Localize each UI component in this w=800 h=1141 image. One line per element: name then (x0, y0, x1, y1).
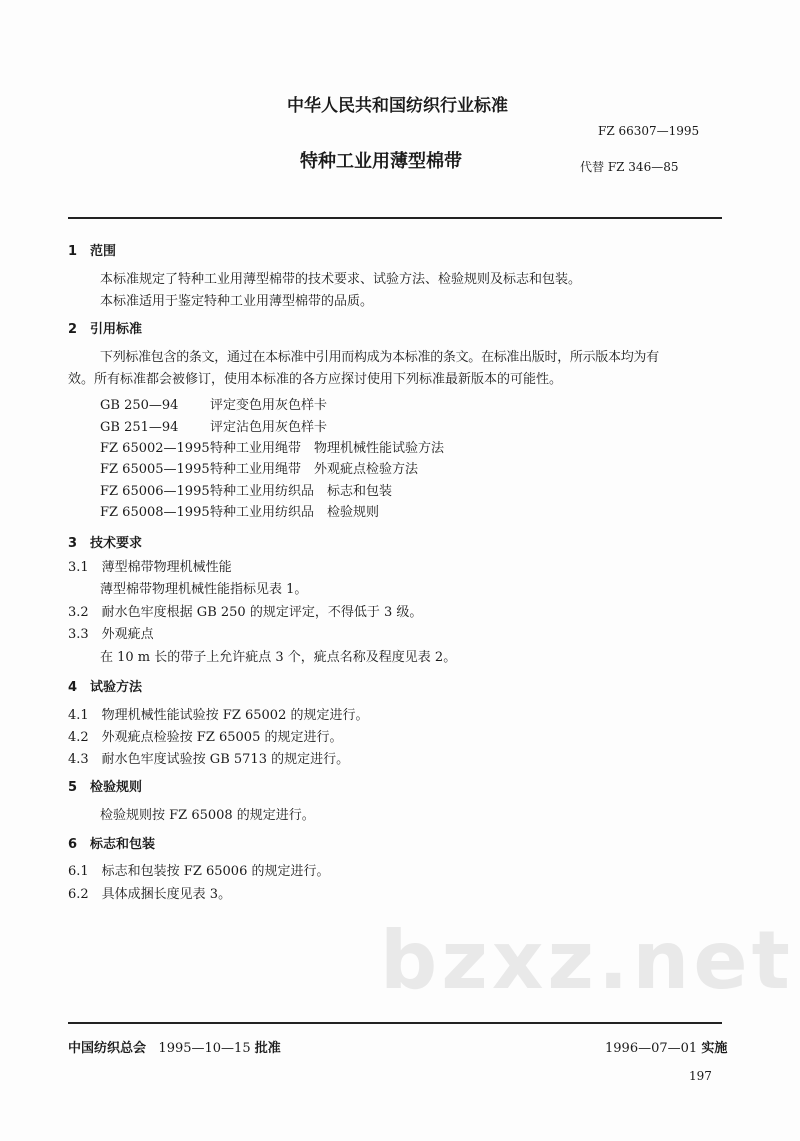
section-heading: 6 标志和包装 (68, 837, 156, 852)
section-heading: 4 试验方法 (68, 680, 143, 695)
paragraph: 本标准适用于鉴定特种工业用薄型棉带的品质。 (100, 294, 374, 309)
footer-effective: 1996—07—01 实施 (605, 1041, 728, 1056)
reference-item: GB 250—94 评定变色用灰色样卡 (100, 398, 328, 413)
paragraph: 下列标准包含的条文，通过在本标准中引用而构成为本标准的条文。在标准出版时，所示版本均为有 (100, 350, 659, 365)
footer-rule (68, 1022, 722, 1024)
reference-item: FZ 65005—1995特种工业用绳带 外观疵点检验方法 (100, 462, 419, 477)
reference-item: GB 251—94 评定沾色用灰色样卡 (100, 420, 328, 435)
paragraph: 检验规则按 FZ 65008 的规定进行。 (100, 808, 315, 823)
watermark: bzxz.net (380, 914, 794, 1007)
paragraph: 薄型棉带物理机械性能指标见表 1。 (100, 582, 308, 597)
clause: 4.3 耐水色牢度试验按 GB 5713 的规定进行。 (68, 752, 350, 767)
clause: 6.2 具体成捆长度见表 3。 (68, 887, 232, 902)
section-heading: 1 范围 (68, 244, 117, 259)
document-title: 特种工业用薄型棉带 (300, 151, 462, 172)
paragraph: 效。所有标准都会被修订，使用本标准的各方应探讨使用下列标准最新版本的可能性。 (68, 372, 563, 387)
section-heading: 3 技术要求 (68, 536, 143, 551)
page-number: 197 (689, 1069, 712, 1083)
footer-approval: 中国纺织总会 1995—10—15 批准 (68, 1041, 281, 1056)
clause: 6.1 标志和包装按 FZ 65006 的规定进行。 (68, 864, 330, 879)
clause: 4.1 物理机械性能试验按 FZ 65002 的规定进行。 (68, 708, 369, 723)
clause: 3.2 耐水色牢度根据 GB 250 的规定评定，不得低于 3 级。 (68, 605, 423, 620)
section-heading: 2 引用标准 (68, 322, 143, 337)
reference-item: FZ 65006—1995特种工业用纺织品 标志和包装 (100, 484, 393, 499)
clause: 3.3 外观疵点 (68, 627, 154, 642)
clause: 4.2 外观疵点检验按 FZ 65005 的规定进行。 (68, 730, 343, 745)
reference-item: FZ 65008—1995特种工业用纺织品 检验规则 (100, 505, 380, 520)
header-rule (68, 217, 722, 219)
replaces-standard: 代替 FZ 346—85 (580, 160, 679, 174)
paragraph: 本标准规定了特种工业用薄型棉带的技术要求、试验方法、检验规则及标志和包装。 (100, 272, 582, 287)
reference-item: FZ 65002—1995特种工业用绳带 物理机械性能试验方法 (100, 441, 445, 456)
org-standard-title: 中华人民共和国纺织行业标准 (287, 96, 508, 116)
standard-number: FZ 66307—1995 (598, 124, 700, 138)
clause: 3.1 薄型棉带物理机械性能 (68, 560, 232, 575)
paragraph: 在 10 m 长的带子上允许疵点 3 个，疵点名称及程度见表 2。 (100, 650, 457, 665)
section-heading: 5 检验规则 (68, 780, 143, 795)
